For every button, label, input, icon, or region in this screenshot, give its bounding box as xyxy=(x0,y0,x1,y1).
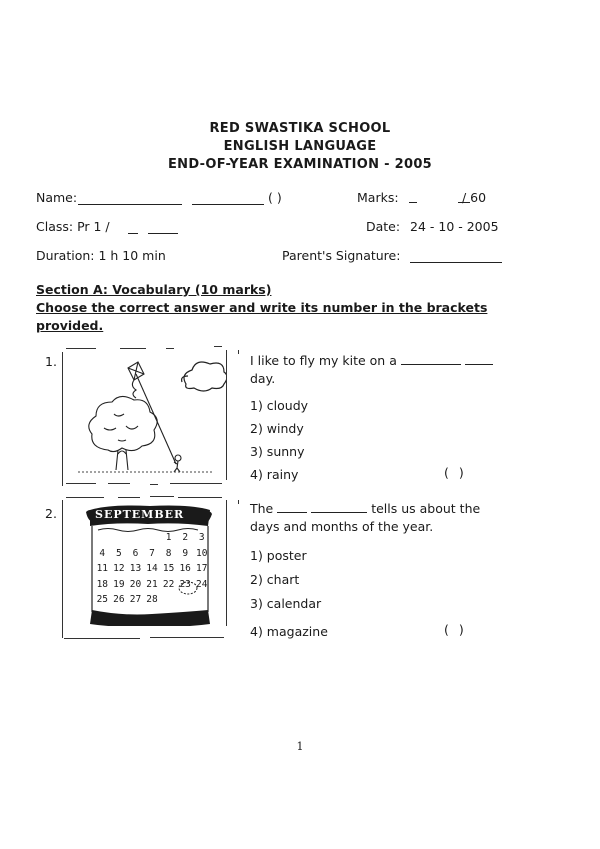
calendar-day: 8 xyxy=(165,547,172,559)
question-1-text: I like to fly my kite on a xyxy=(250,352,493,368)
calendar-day: 24 xyxy=(196,578,208,590)
calendar-week-row xyxy=(94,594,210,610)
class-field[interactable] xyxy=(128,219,178,238)
calendar-day: 14 xyxy=(146,563,158,574)
answer-option: 1) cloudy xyxy=(250,398,309,413)
school-name: RED SWASTIKA SCHOOL xyxy=(209,121,391,136)
calendar-day: 27 xyxy=(129,594,142,605)
duration-text: Duration: 1 h 10 min xyxy=(36,248,166,263)
calendar-day: 7 xyxy=(149,547,155,559)
calendar-week-row xyxy=(94,563,210,579)
page-number: 1 xyxy=(296,740,304,753)
question-2-text: The tells us about the xyxy=(250,501,481,516)
calendar-day: 26 xyxy=(113,594,125,605)
calendar-day: 13 xyxy=(129,563,142,574)
marks-label: Marks: xyxy=(357,190,399,205)
calendar-day: 19 xyxy=(113,578,125,590)
section-instruction-continued: provided. xyxy=(36,318,104,333)
answer-option: 1) poster xyxy=(250,548,307,563)
calendar-day xyxy=(94,532,111,548)
calendar-day: 21 xyxy=(146,578,158,590)
calendar-day: 12 xyxy=(113,563,125,574)
kite-and-tree-illustration xyxy=(64,354,226,480)
calendar-day: 16 xyxy=(179,563,191,574)
calendar-day: 2 xyxy=(182,532,189,543)
calendar-week-row xyxy=(94,548,210,564)
section-title: Section A: Vocabulary (10 marks) xyxy=(36,282,272,297)
answer-option: 3) sunny xyxy=(250,444,305,459)
exam-title: END-OF-YEAR EXAMINATION - 2005 xyxy=(167,157,433,172)
answer-bracket[interactable]: ( ) xyxy=(444,465,464,480)
calendar-day: 25 xyxy=(96,594,109,605)
tree-icon xyxy=(89,396,157,470)
calendar-day: 10 xyxy=(196,547,208,559)
question-2-text-continued: days and months of the year. xyxy=(250,519,434,534)
signature-field[interactable] xyxy=(410,248,502,267)
calendar-day: 20 xyxy=(129,578,142,590)
calendar-day: 9 xyxy=(182,547,189,559)
question-number: 2. xyxy=(45,506,57,521)
register-number-bracket: ( ) xyxy=(268,190,282,205)
answer-option: 3) calendar xyxy=(250,596,322,611)
calendar-base-band xyxy=(90,610,210,626)
calendar-day xyxy=(160,594,177,610)
child-icon xyxy=(174,455,181,472)
calendar-day: 17 xyxy=(196,563,208,574)
answer-option: 4) rainy xyxy=(250,467,299,482)
calendar-day: 5 xyxy=(116,547,122,559)
calendar-day: 6 xyxy=(132,547,139,559)
calendar-day: 1 xyxy=(165,532,172,543)
date-label: Date: xyxy=(366,219,401,234)
signature-label: Parent's Signature: xyxy=(282,248,401,263)
calendar-day: 11 xyxy=(96,563,109,574)
marks-field[interactable] xyxy=(409,188,470,207)
marks-total: / 60 xyxy=(462,190,487,205)
calendar-day: 22 xyxy=(162,578,175,590)
calendar-day xyxy=(177,594,194,610)
date-value: 24 - 10 - 2005 xyxy=(410,219,499,234)
question-1-text-continued: day. xyxy=(250,371,276,386)
calendar-day: 3 xyxy=(198,532,205,543)
answer-option: 2) chart xyxy=(250,572,300,587)
subject-title: ENGLISH LANGUAGE xyxy=(223,139,377,154)
calendar-day xyxy=(144,532,161,548)
name-field[interactable] xyxy=(78,190,264,209)
cloud-icon xyxy=(182,362,226,391)
calendar-day xyxy=(193,594,210,610)
calendar-day: 15 xyxy=(162,563,175,574)
class-label: Class: Pr 1 / xyxy=(36,219,110,234)
calendar-grid xyxy=(94,532,210,610)
section-instruction: Choose the correct answer and write its number in the brackets xyxy=(36,300,488,315)
calendar-day: 18 xyxy=(96,578,109,590)
calendar-month: SEPTEMBER xyxy=(95,508,185,521)
calendar-day: 28 xyxy=(146,594,158,605)
answer-option: 4) magazine xyxy=(250,624,328,639)
calendar-day xyxy=(111,532,128,548)
answer-option: 2) windy xyxy=(250,421,304,436)
calendar-week-row xyxy=(94,532,210,548)
calendar-day: 4 xyxy=(99,547,106,559)
answer-bracket[interactable]: ( ) xyxy=(444,622,464,637)
calendar-day: 23 xyxy=(179,578,191,590)
name-label: Name: xyxy=(36,190,78,205)
calendar-week-row xyxy=(94,579,210,595)
question-number: 1. xyxy=(45,354,57,369)
calendar-day xyxy=(127,532,144,548)
